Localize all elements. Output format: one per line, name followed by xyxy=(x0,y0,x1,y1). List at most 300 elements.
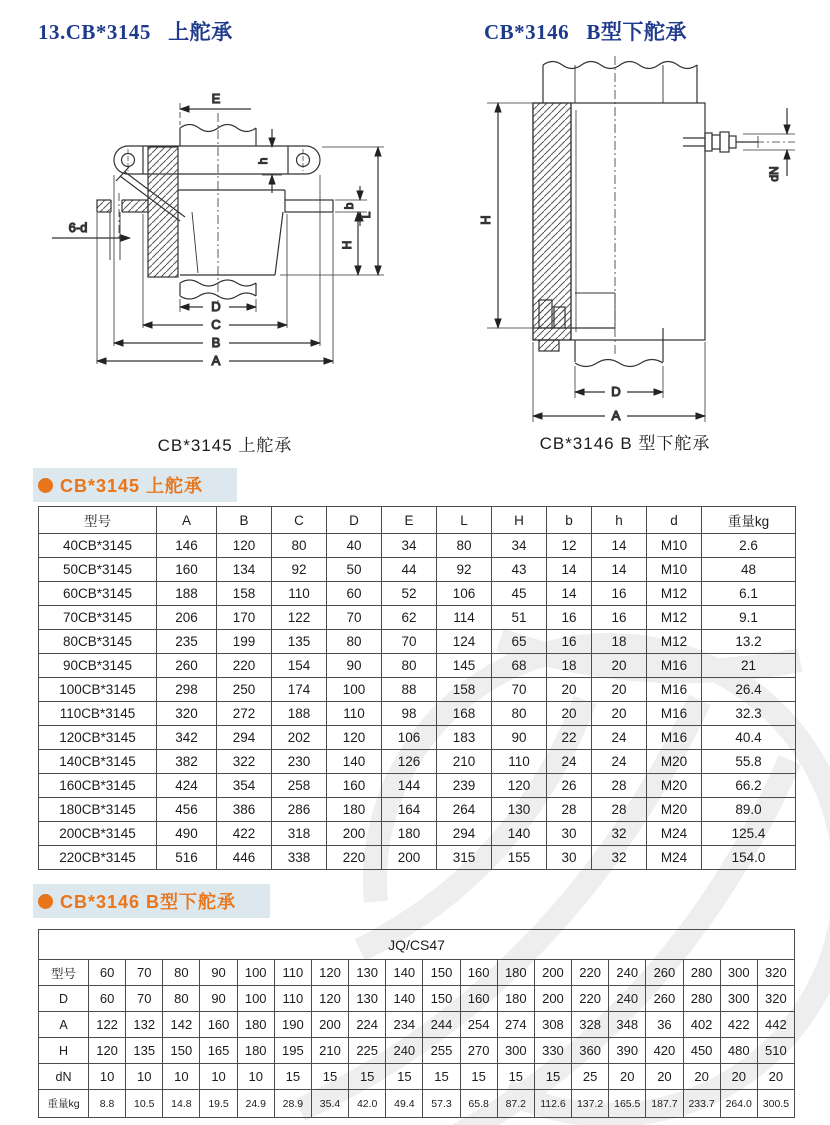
value-cell: 112.6 xyxy=(534,1090,571,1118)
value-cell: 18 xyxy=(592,630,647,654)
value-cell: 44 xyxy=(382,558,437,582)
value-cell: 300.5 xyxy=(757,1090,794,1118)
model-cell: 80CB*3145 xyxy=(39,630,157,654)
value-cell: 386 xyxy=(217,798,272,822)
value-cell: 174 xyxy=(272,678,327,702)
model-cell: 60CB*3145 xyxy=(39,582,157,606)
value-cell: 110 xyxy=(274,986,311,1012)
value-cell: 12 xyxy=(547,534,592,558)
dim-label-H: H xyxy=(478,215,493,225)
bullet-icon xyxy=(38,478,53,493)
value-cell: 160 xyxy=(327,774,382,798)
upper-bearing-drawing xyxy=(40,55,430,415)
value-cell: 16 xyxy=(547,630,592,654)
value-cell: 10 xyxy=(89,1064,126,1090)
value-cell: 16 xyxy=(592,582,647,606)
value-cell: 30 xyxy=(547,822,592,846)
mounting-flange xyxy=(97,199,333,260)
value-cell: 446 xyxy=(217,846,272,870)
table-3145 xyxy=(38,506,796,870)
value-cell: 140 xyxy=(492,822,547,846)
rudder-stock-top xyxy=(543,62,697,104)
group-header-cell: JQ/CS47 xyxy=(39,930,795,960)
dimension-D xyxy=(180,299,256,314)
dim-label-h: h xyxy=(256,157,270,165)
column-header: C xyxy=(272,507,327,534)
dim-label-E: E xyxy=(211,91,221,106)
value-cell: 110 xyxy=(272,582,327,606)
value-cell: M24 xyxy=(647,822,702,846)
dim-label-C: C xyxy=(211,317,221,332)
model-cell: 50CB*3145 xyxy=(39,558,157,582)
value-cell: 200 xyxy=(311,1012,348,1038)
dim-label-D: D xyxy=(211,299,221,314)
model-cell: 160CB*3145 xyxy=(39,774,157,798)
value-cell: 120 xyxy=(89,1038,126,1064)
value-cell: 114 xyxy=(437,606,492,630)
value-cell: 322 xyxy=(217,750,272,774)
table-row xyxy=(39,582,796,606)
dimension-D xyxy=(575,366,663,399)
value-cell: 14 xyxy=(547,582,592,606)
value-cell: 20 xyxy=(592,702,647,726)
model-cell: 140CB*3145 xyxy=(39,750,157,774)
value-cell: 19.5 xyxy=(200,1090,237,1118)
bearing-cup xyxy=(178,190,285,275)
value-cell: 26.4 xyxy=(702,678,796,702)
column-header: d xyxy=(647,507,702,534)
value-cell: 92 xyxy=(272,558,327,582)
value-cell: 320 xyxy=(157,702,217,726)
dim-label-A: A xyxy=(211,353,221,368)
value-cell: 28 xyxy=(592,798,647,822)
housing-wall-section xyxy=(148,147,178,277)
value-cell: 134 xyxy=(217,558,272,582)
value-cell: 15 xyxy=(423,1064,460,1090)
value-cell: 14 xyxy=(547,558,592,582)
page-title-cb3145: 13.CB*3145 上舵承 xyxy=(38,20,233,44)
value-cell: 70 xyxy=(327,606,382,630)
row-label: dN xyxy=(39,1064,89,1090)
value-cell: 13.2 xyxy=(702,630,796,654)
value-cell: 87.2 xyxy=(497,1090,534,1118)
value-cell: 80 xyxy=(492,702,547,726)
value-cell: 20 xyxy=(609,1064,646,1090)
value-cell: 150 xyxy=(423,960,460,986)
value-cell: 106 xyxy=(437,582,492,606)
value-cell: 130 xyxy=(349,960,386,986)
value-cell: 132 xyxy=(126,1012,163,1038)
model-cell: 40CB*3145 xyxy=(39,534,157,558)
model-cell: 220CB*3145 xyxy=(39,846,157,870)
table-row xyxy=(39,606,796,630)
value-cell: 239 xyxy=(437,774,492,798)
value-cell: 30 xyxy=(547,846,592,870)
column-header: H xyxy=(492,507,547,534)
value-cell: 244 xyxy=(423,1012,460,1038)
value-cell: 6.1 xyxy=(702,582,796,606)
section-header-cb3145 xyxy=(33,468,237,502)
rudder-stock-bottom xyxy=(575,328,663,367)
value-cell: 146 xyxy=(157,534,217,558)
table-row xyxy=(39,678,796,702)
dim-label-b: b xyxy=(342,202,356,210)
value-cell: 230 xyxy=(272,750,327,774)
value-cell: 137.2 xyxy=(572,1090,609,1118)
value-cell: M20 xyxy=(647,750,702,774)
value-cell: 422 xyxy=(217,822,272,846)
value-cell: 180 xyxy=(497,986,534,1012)
value-cell: 490 xyxy=(157,822,217,846)
value-cell: 20 xyxy=(592,678,647,702)
value-cell: 48 xyxy=(702,558,796,582)
value-cell: 35.4 xyxy=(311,1090,348,1118)
value-cell: 154 xyxy=(272,654,327,678)
value-cell: 15 xyxy=(534,1064,571,1090)
value-cell: 260 xyxy=(646,960,683,986)
value-cell: 34 xyxy=(492,534,547,558)
value-cell: 150 xyxy=(423,986,460,1012)
value-cell: M16 xyxy=(647,678,702,702)
row-label: A xyxy=(39,1012,89,1038)
value-cell: 80 xyxy=(163,960,200,986)
dim-label-6d: 6-d xyxy=(68,220,88,235)
column-header: 型号 xyxy=(39,507,157,534)
value-cell: 122 xyxy=(272,606,327,630)
value-cell: 14 xyxy=(592,558,647,582)
value-cell: 65 xyxy=(492,630,547,654)
value-cell: 180 xyxy=(497,960,534,986)
value-cell: 342 xyxy=(157,726,217,750)
value-cell: M10 xyxy=(647,558,702,582)
dim-label-dN: dN xyxy=(767,166,781,182)
value-cell: 98 xyxy=(382,702,437,726)
value-cell: 120 xyxy=(217,534,272,558)
value-cell: M10 xyxy=(647,534,702,558)
value-cell: 442 xyxy=(757,1012,794,1038)
value-cell: 26 xyxy=(547,774,592,798)
value-cell: 140 xyxy=(327,750,382,774)
value-cell: 70 xyxy=(126,960,163,986)
value-cell: 450 xyxy=(683,1038,720,1064)
value-cell: 274 xyxy=(497,1012,534,1038)
value-cell: 155 xyxy=(492,846,547,870)
value-cell: 110 xyxy=(492,750,547,774)
table-row xyxy=(39,558,796,582)
bearing-seat xyxy=(533,293,615,351)
table-row xyxy=(39,1012,795,1038)
value-cell: 20 xyxy=(683,1064,720,1090)
value-cell: 120 xyxy=(311,960,348,986)
value-cell: 456 xyxy=(157,798,217,822)
value-cell: 32.3 xyxy=(702,702,796,726)
value-cell: 42.0 xyxy=(349,1090,386,1118)
value-cell: M24 xyxy=(647,846,702,870)
table-row xyxy=(39,750,796,774)
value-cell: 145 xyxy=(437,654,492,678)
value-cell: 190 xyxy=(274,1012,311,1038)
value-cell: 28 xyxy=(592,774,647,798)
value-cell: 315 xyxy=(437,846,492,870)
value-cell: 100 xyxy=(237,986,274,1012)
value-cell: 220 xyxy=(572,960,609,986)
table-row xyxy=(39,1064,795,1090)
value-cell: 202 xyxy=(272,726,327,750)
row-label: 型号 xyxy=(39,960,89,986)
dimension-A xyxy=(533,342,705,423)
value-cell: 140 xyxy=(386,960,423,986)
value-cell: 88 xyxy=(382,678,437,702)
value-cell: 20 xyxy=(547,702,592,726)
value-cell: 220 xyxy=(327,846,382,870)
value-cell: 360 xyxy=(572,1038,609,1064)
value-cell: 16 xyxy=(547,606,592,630)
value-cell: 8.8 xyxy=(89,1090,126,1118)
value-cell: 16 xyxy=(592,606,647,630)
dim-label-D: D xyxy=(611,384,621,399)
group-header-row xyxy=(39,930,795,960)
value-cell: 254 xyxy=(460,1012,497,1038)
dimension-H xyxy=(478,103,533,328)
value-cell: 40.4 xyxy=(702,726,796,750)
value-cell: 220 xyxy=(217,654,272,678)
model-cell: 180CB*3145 xyxy=(39,798,157,822)
value-cell: 164 xyxy=(382,798,437,822)
bullet-icon xyxy=(38,894,53,909)
value-cell: 195 xyxy=(274,1038,311,1064)
value-cell: 142 xyxy=(163,1012,200,1038)
value-cell: 55.8 xyxy=(702,750,796,774)
table-row xyxy=(39,986,795,1012)
value-cell: 422 xyxy=(720,1012,757,1038)
value-cell: 280 xyxy=(683,986,720,1012)
value-cell: 28 xyxy=(547,798,592,822)
rudder-stock xyxy=(180,113,256,305)
value-cell: 180 xyxy=(327,798,382,822)
table-row xyxy=(39,1090,795,1118)
value-cell: M12 xyxy=(647,606,702,630)
value-cell: 294 xyxy=(437,822,492,846)
model-cell: 120CB*3145 xyxy=(39,726,157,750)
value-cell: 80 xyxy=(163,986,200,1012)
value-cell: 100 xyxy=(327,678,382,702)
dim-label-B: B xyxy=(211,335,221,350)
value-cell: 158 xyxy=(217,582,272,606)
value-cell: 60 xyxy=(327,582,382,606)
value-cell: 89.0 xyxy=(702,798,796,822)
value-cell: 57.3 xyxy=(423,1090,460,1118)
value-cell: 200 xyxy=(327,822,382,846)
value-cell: 160 xyxy=(157,558,217,582)
value-cell: 90 xyxy=(492,726,547,750)
row-label: H xyxy=(39,1038,89,1064)
value-cell: 24 xyxy=(592,726,647,750)
row-label: D xyxy=(39,986,89,1012)
column-header: b xyxy=(547,507,592,534)
value-cell: 21 xyxy=(702,654,796,678)
value-cell: 20 xyxy=(646,1064,683,1090)
value-cell: M12 xyxy=(647,630,702,654)
value-cell: 15 xyxy=(386,1064,423,1090)
value-cell: M16 xyxy=(647,726,702,750)
header-row xyxy=(39,507,796,534)
dim-label-L: L xyxy=(359,211,373,219)
dimension-B xyxy=(114,335,320,350)
value-cell: 188 xyxy=(272,702,327,726)
value-cell: 130 xyxy=(492,798,547,822)
value-cell: 220 xyxy=(572,986,609,1012)
value-cell: 20 xyxy=(592,654,647,678)
value-cell: 330 xyxy=(534,1038,571,1064)
value-cell: 28.9 xyxy=(274,1090,311,1118)
value-cell: 240 xyxy=(386,1038,423,1064)
value-cell: 183 xyxy=(437,726,492,750)
value-cell: 258 xyxy=(272,774,327,798)
value-cell: 90 xyxy=(200,960,237,986)
value-cell: 233.7 xyxy=(683,1090,720,1118)
value-cell: 34 xyxy=(382,534,437,558)
value-cell: 36 xyxy=(646,1012,683,1038)
table-row xyxy=(39,960,795,986)
value-cell: 70 xyxy=(382,630,437,654)
value-cell: 10 xyxy=(163,1064,200,1090)
dimension-C xyxy=(143,317,287,332)
value-cell: 10.5 xyxy=(126,1090,163,1118)
value-cell: 516 xyxy=(157,846,217,870)
value-cell: M16 xyxy=(647,654,702,678)
value-cell: 92 xyxy=(437,558,492,582)
value-cell: 160 xyxy=(200,1012,237,1038)
value-cell: 10 xyxy=(200,1064,237,1090)
value-cell: 320 xyxy=(757,986,794,1012)
value-cell: 15 xyxy=(460,1064,497,1090)
value-cell: 200 xyxy=(534,960,571,986)
value-cell: 106 xyxy=(382,726,437,750)
value-cell: 402 xyxy=(683,1012,720,1038)
value-cell: 240 xyxy=(609,960,646,986)
value-cell: 20 xyxy=(720,1064,757,1090)
value-cell: 210 xyxy=(311,1038,348,1064)
value-cell: 2.6 xyxy=(702,534,796,558)
value-cell: 9.1 xyxy=(702,606,796,630)
value-cell: 280 xyxy=(683,960,720,986)
value-cell: 298 xyxy=(157,678,217,702)
value-cell: 24.9 xyxy=(237,1090,274,1118)
value-cell: 14.8 xyxy=(163,1090,200,1118)
value-cell: 70 xyxy=(126,986,163,1012)
value-cell: 250 xyxy=(217,678,272,702)
value-cell: 80 xyxy=(382,654,437,678)
section-header-cb3146 xyxy=(33,884,270,918)
value-cell: 15 xyxy=(497,1064,534,1090)
value-cell: 18 xyxy=(547,654,592,678)
page-title-cb3146: CB*3146 B型下舵承 xyxy=(484,20,687,44)
value-cell: 154.0 xyxy=(702,846,796,870)
value-cell: 160 xyxy=(460,960,497,986)
column-header: B xyxy=(217,507,272,534)
dim-label-A: A xyxy=(611,408,621,423)
lower-bearing-drawing xyxy=(425,50,820,425)
value-cell: 20 xyxy=(757,1064,794,1090)
value-cell: 235 xyxy=(157,630,217,654)
value-cell: 65.8 xyxy=(460,1090,497,1118)
value-cell: 188 xyxy=(157,582,217,606)
value-cell: 80 xyxy=(327,630,382,654)
value-cell: 510 xyxy=(757,1038,794,1064)
value-cell: 264 xyxy=(437,798,492,822)
column-header: A xyxy=(157,507,217,534)
value-cell: 110 xyxy=(327,702,382,726)
table-row xyxy=(39,726,796,750)
value-cell: 24 xyxy=(592,750,647,774)
value-cell: 45 xyxy=(492,582,547,606)
value-cell: 160 xyxy=(460,986,497,1012)
value-cell: 110 xyxy=(274,960,311,986)
value-cell: 180 xyxy=(237,1038,274,1064)
value-cell: M16 xyxy=(647,702,702,726)
value-cell: 66.2 xyxy=(702,774,796,798)
value-cell: 120 xyxy=(311,986,348,1012)
value-cell: 20 xyxy=(547,678,592,702)
dimension-A xyxy=(97,353,333,368)
value-cell: 320 xyxy=(757,960,794,986)
value-cell: 135 xyxy=(126,1038,163,1064)
value-cell: 328 xyxy=(572,1012,609,1038)
value-cell: 224 xyxy=(349,1012,386,1038)
value-cell: 90 xyxy=(327,654,382,678)
dimension-E xyxy=(180,91,251,125)
value-cell: 120 xyxy=(492,774,547,798)
value-cell: 100 xyxy=(237,960,274,986)
value-cell: 234 xyxy=(386,1012,423,1038)
model-cell: 90CB*3145 xyxy=(39,654,157,678)
value-cell: 264.0 xyxy=(720,1090,757,1118)
value-cell: 68 xyxy=(492,654,547,678)
value-cell: 80 xyxy=(272,534,327,558)
dimension-H xyxy=(340,212,358,275)
column-header: D xyxy=(327,507,382,534)
value-cell: 10 xyxy=(237,1064,274,1090)
value-cell: 52 xyxy=(382,582,437,606)
table-3146 xyxy=(38,929,795,1118)
table-row xyxy=(39,654,796,678)
value-cell: 270 xyxy=(460,1038,497,1064)
column-header: L xyxy=(437,507,492,534)
value-cell: 60 xyxy=(89,986,126,1012)
row-label: 重量kg xyxy=(39,1090,89,1118)
table-row xyxy=(39,534,796,558)
table-row xyxy=(39,702,796,726)
value-cell: 348 xyxy=(609,1012,646,1038)
value-cell: 300 xyxy=(720,986,757,1012)
table-row xyxy=(39,822,796,846)
value-cell: 338 xyxy=(272,846,327,870)
value-cell: 60 xyxy=(89,960,126,986)
value-cell: 49.4 xyxy=(386,1090,423,1118)
value-cell: 308 xyxy=(534,1012,571,1038)
value-cell: 200 xyxy=(534,986,571,1012)
model-cell: 200CB*3145 xyxy=(39,822,157,846)
value-cell: 240 xyxy=(609,986,646,1012)
value-cell: 50 xyxy=(327,558,382,582)
value-cell: 125.4 xyxy=(702,822,796,846)
value-cell: 300 xyxy=(497,1038,534,1064)
value-cell: 126 xyxy=(382,750,437,774)
value-cell: M20 xyxy=(647,774,702,798)
value-cell: 255 xyxy=(423,1038,460,1064)
value-cell: 200 xyxy=(382,846,437,870)
column-header: E xyxy=(382,507,437,534)
